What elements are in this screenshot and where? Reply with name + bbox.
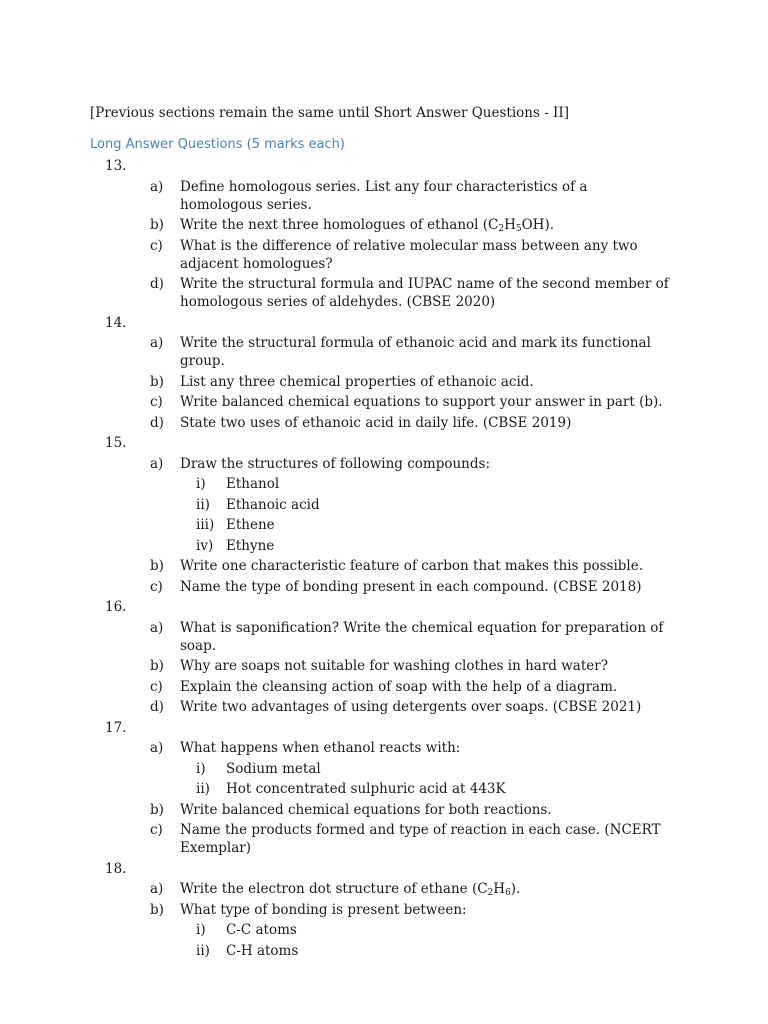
sub-part-label: i): [196, 760, 206, 777]
question-number: 14.: [105, 314, 127, 331]
sub-part-label: ii): [196, 942, 210, 959]
question-part: [0, 678, 768, 696]
question-13: [0, 157, 768, 311]
part-label: c): [150, 822, 163, 838]
question-part: [0, 739, 768, 757]
question-part: [0, 619, 768, 655]
question-list: [0, 157, 768, 962]
sub-part: [0, 475, 768, 493]
part-label: b): [150, 217, 164, 233]
sub-part-label: ii): [196, 496, 210, 513]
sub-part-text: Sodium metal: [226, 760, 321, 777]
part-text: What type of bonding is present between:: [180, 901, 467, 918]
section-title: Long Answer Questions (5 marks each): [90, 137, 345, 152]
subscript: 2: [498, 224, 505, 234]
part-text: Write balanced chemical equations to support your answer in part (b).: [180, 394, 663, 410]
part-label: d): [150, 699, 164, 715]
part-label: b): [150, 801, 164, 818]
part-text: Draw the structures of following compounds:: [180, 455, 490, 472]
sub-part-text: Ethanol: [226, 476, 280, 492]
part-label: c): [150, 237, 163, 254]
part-text: Write balanced chemical equations for both reactions.: [180, 801, 552, 818]
sub-part: [0, 537, 768, 555]
question-14: [0, 314, 768, 432]
question-number: 13.: [105, 158, 127, 174]
sub-part-label: ii): [196, 781, 210, 797]
formula-text: OH).: [521, 217, 555, 233]
question-part: [0, 880, 768, 898]
part-label: d): [150, 276, 164, 292]
sub-part: [0, 942, 768, 960]
part-label: d): [150, 414, 164, 431]
subscript: 2: [487, 888, 494, 898]
question-part: [0, 901, 768, 919]
question-part: [0, 414, 768, 432]
formula-text: H: [504, 217, 516, 233]
question-part: [0, 178, 768, 214]
question-part: [0, 801, 768, 819]
sub-part-label: i): [196, 922, 206, 938]
part-label: a): [150, 335, 164, 351]
sub-part-text: Ethene: [226, 517, 275, 533]
question-part: [0, 455, 768, 473]
part-label: a): [150, 178, 164, 195]
part-text: Write the structural formula of ethanoic acid and mark its functional group.: [180, 335, 651, 369]
sub-part: [0, 516, 768, 534]
part-label: b): [150, 901, 164, 918]
part-text: [180, 880, 672, 898]
part-text: Why are soaps not suitable for washing clothes in hard water?: [180, 658, 608, 674]
part-label: b): [150, 558, 164, 574]
formula-text: H: [493, 881, 506, 897]
part-label: b): [150, 373, 164, 390]
question-part: [0, 334, 768, 370]
question-part: [0, 393, 768, 411]
part-text: Explain the cleansing action of soap with the help of a diagram.: [180, 678, 618, 695]
sub-part: [0, 496, 768, 514]
part-text: Write two advantages of using detergents over soaps. (CBSE 2021): [180, 699, 642, 715]
sub-part: [0, 780, 768, 798]
part-text: Define homologous series. List any four characteristics of a homologous series.: [180, 178, 588, 213]
part-text: State two uses of ethanoic acid in daily life. (CBSE 2019): [180, 414, 572, 431]
question-16: [0, 598, 768, 716]
sub-part-text: Ethanoic acid: [226, 496, 320, 513]
part-text: Write one characteristic feature of carbon that makes this possible.: [180, 558, 644, 574]
part-text: [180, 216, 672, 234]
sub-part-text: Ethyne: [226, 537, 275, 554]
sub-part-label: iii): [196, 517, 215, 533]
part-label: a): [150, 740, 164, 756]
question-part: [0, 373, 768, 391]
sub-part-text: Hot concentrated sulphuric acid at 443K: [226, 781, 506, 797]
question-number: 17.: [105, 719, 127, 736]
part-text: List any three chemical properties of ethanoic acid.: [180, 373, 534, 390]
part-text: What is the difference of relative molecular mass between any two adjacent homologues?: [180, 237, 638, 272]
question-part: [0, 216, 768, 234]
part-text: What happens when ethanol reacts with:: [180, 740, 461, 756]
part-label: c): [150, 678, 163, 695]
question-15: [0, 434, 768, 596]
part-text: Write the structural formula and IUPAC name of the second member of homologous series of aldehydes. (CBSE 2020): [180, 276, 669, 310]
question-part: [0, 657, 768, 675]
question-part: [0, 557, 768, 575]
part-text: Name the type of bonding present in each compound. (CBSE 2018): [180, 578, 642, 595]
question-17: [0, 719, 768, 858]
sub-part-text: C-C atoms: [226, 922, 297, 938]
part-text: Name the products formed and type of reaction in each case. (NCERT Exemplar): [180, 822, 661, 856]
sub-part-label: iv): [196, 537, 214, 554]
part-text: What is saponification? Write the chemical equation for preparation of soap.: [180, 619, 664, 654]
question-part: [0, 698, 768, 716]
part-label: a): [150, 881, 164, 897]
part-label: c): [150, 578, 163, 595]
part-label: c): [150, 394, 163, 410]
formula-text: Write the next three homologues of ethanol (C: [180, 217, 499, 233]
sub-part-text: C-H atoms: [226, 942, 299, 959]
sub-part-label: i): [196, 476, 206, 492]
formula-text: ).: [510, 881, 521, 897]
part-label: b): [150, 658, 164, 674]
subscript: 6: [505, 888, 511, 898]
question-part: [0, 821, 768, 857]
sub-part: [0, 760, 768, 778]
part-label: a): [150, 619, 164, 636]
formula-text: Write the electron dot structure of ethane (C: [180, 881, 488, 897]
question-number: 18.: [105, 860, 127, 877]
question-number: 15.: [105, 435, 127, 451]
question-part: [0, 578, 768, 596]
intro-note: [Previous sections remain the same until Short Answer Questions - II]: [90, 105, 569, 121]
part-label: a): [150, 455, 164, 472]
sub-part: [0, 921, 768, 939]
subscript: 5: [515, 224, 522, 234]
question-18: [0, 860, 768, 960]
question-number: 16.: [105, 599, 127, 615]
question-part: [0, 237, 768, 273]
question-part: [0, 275, 768, 311]
